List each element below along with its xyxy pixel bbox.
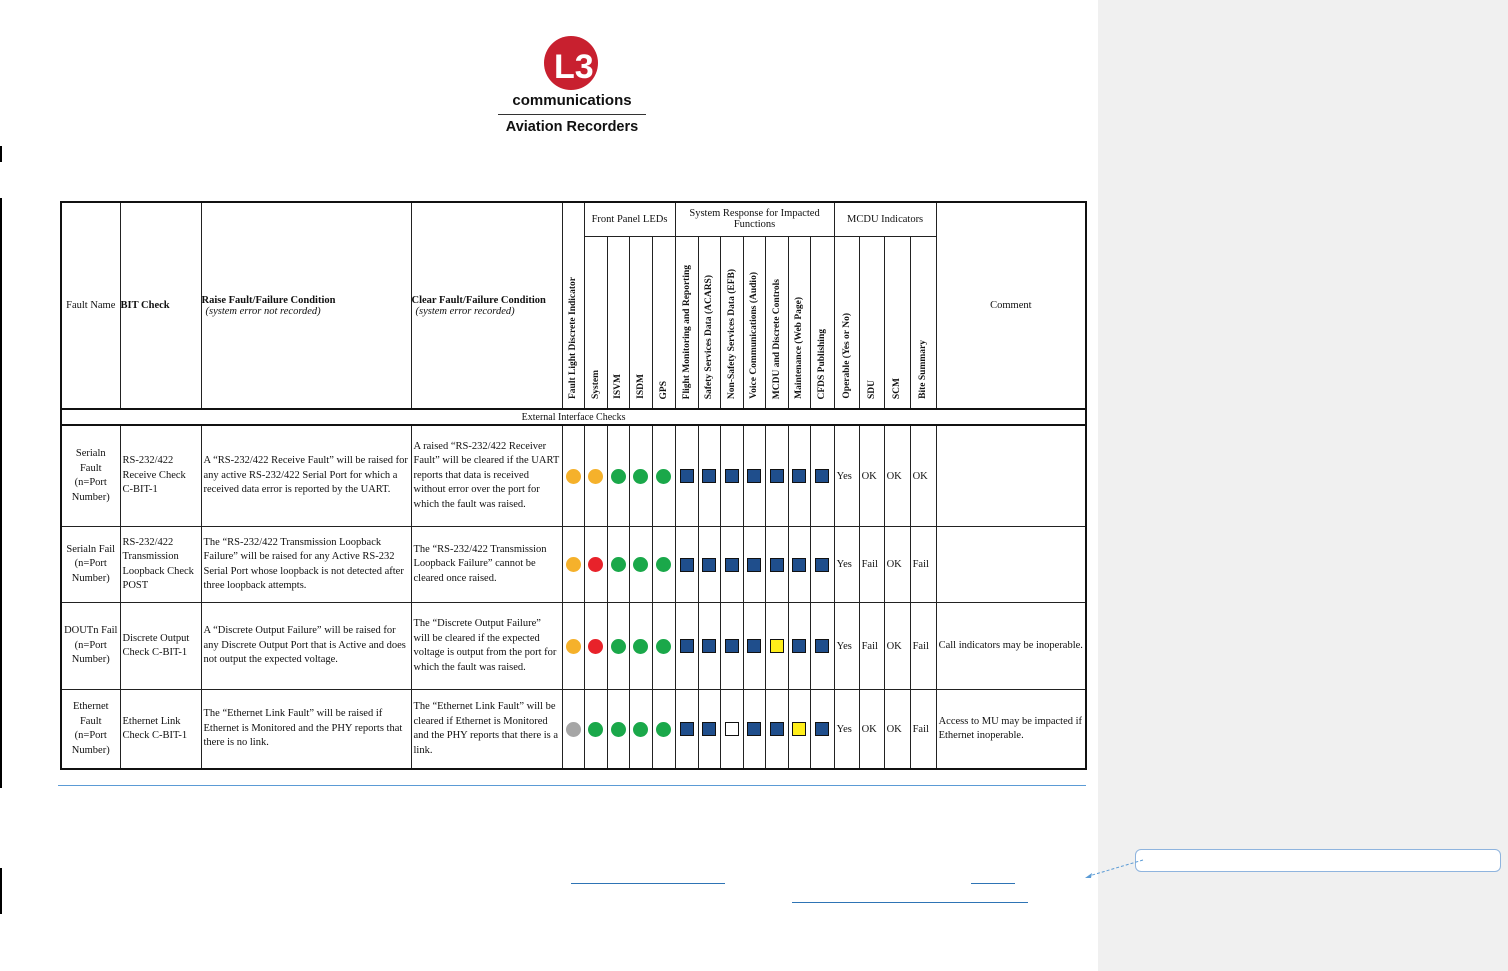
response-indicator <box>815 722 829 736</box>
header-response-cfds: CFDS Publishing <box>810 236 834 409</box>
led-gps-indicator <box>656 639 671 654</box>
header-mcdu-scm: SCM <box>884 236 910 409</box>
mcdu-scm-cell: OK <box>884 603 910 690</box>
clear-condition-cell: The “Ethernet Link Fault” will be cleared if Ethernet is Monitored and the PHY reports that there is a link. <box>411 690 562 770</box>
fault-light-cell <box>562 603 584 690</box>
header-front-panel-leds: Front Panel LEDs <box>584 202 675 236</box>
led-cell <box>584 690 607 770</box>
response-cell <box>698 690 720 770</box>
header-fault-light: Fault Light Discrete Indicator <box>562 202 584 409</box>
mcdu-scm-cell: OK <box>884 527 910 603</box>
response-indicator <box>747 722 761 736</box>
response-cell <box>788 690 810 770</box>
header-response-flight-monitoring: Flight Monitoring and Reporting <box>675 236 698 409</box>
response-indicator <box>770 639 784 653</box>
response-indicator <box>815 558 829 572</box>
fault-light-cell <box>562 690 584 770</box>
response-indicator <box>725 639 739 653</box>
response-cell <box>720 425 743 527</box>
led-isdm-indicator <box>633 722 648 737</box>
led-cell <box>652 527 675 603</box>
led-gps-indicator <box>656 469 671 484</box>
led-cell <box>584 527 607 603</box>
response-cell <box>788 527 810 603</box>
header-response-voice: Voice Communications (Audio) <box>743 236 765 409</box>
change-bar <box>0 868 2 914</box>
led-cell <box>584 425 607 527</box>
header-comment: Comment <box>936 202 1086 409</box>
response-cell <box>765 690 788 770</box>
company-logo <box>492 34 652 140</box>
led-cell <box>652 603 675 690</box>
response-indicator <box>792 469 806 483</box>
raise-condition-cell: A “RS-232/422 Receive Fault” will be raised for any active RS-232/422 Serial Port for which a received data error is reported by the UART. <box>201 425 411 527</box>
response-indicator <box>747 469 761 483</box>
response-cell <box>765 425 788 527</box>
bit-check-cell: Ethernet Link Check C-BIT-1 <box>120 690 201 770</box>
response-cell <box>698 603 720 690</box>
fault-light-cell <box>562 425 584 527</box>
comment-cell: Access to MU may be impacted if Ethernet inoperable. <box>936 690 1086 770</box>
mcdu-scm-cell: OK <box>884 690 910 770</box>
comment-margin-panel <box>1098 0 1508 971</box>
response-cell <box>765 603 788 690</box>
comment-balloon[interactable] <box>1135 849 1501 872</box>
response-indicator <box>680 722 694 736</box>
response-indicator <box>815 469 829 483</box>
response-indicator <box>702 722 716 736</box>
table-row <box>61 690 1086 770</box>
mcdu-operable-cell: Yes <box>834 690 859 770</box>
led-system-indicator <box>588 722 603 737</box>
response-indicator <box>792 722 806 736</box>
header-led-isdm: ISDM <box>629 236 652 409</box>
table-row <box>61 603 1086 690</box>
led-cell <box>607 690 629 770</box>
comment-leader-line <box>1085 858 1145 880</box>
response-cell <box>788 603 810 690</box>
logo-line-communications: communications <box>512 92 632 109</box>
response-indicator <box>792 558 806 572</box>
comment-cell <box>936 527 1086 603</box>
svg-text:L3: L3 <box>554 48 594 86</box>
response-cell <box>810 603 834 690</box>
mcdu-operable-cell: Yes <box>834 527 859 603</box>
header-bit-check: BIT Check <box>120 202 201 409</box>
fault-name-cell: Serialn Fail (n=Port Number) <box>61 527 120 603</box>
response-cell <box>810 425 834 527</box>
l3-logo-mark <box>492 34 652 94</box>
mcdu-bite-summary-cell: OK <box>910 425 936 527</box>
response-indicator <box>702 558 716 572</box>
response-cell <box>765 527 788 603</box>
response-indicator <box>680 639 694 653</box>
logo-divider <box>498 114 646 115</box>
led-isvm-indicator <box>611 469 626 484</box>
header-clear-condition: Clear Fault/Failure Condition (system error recorded) <box>411 202 562 409</box>
led-cell <box>584 603 607 690</box>
response-cell <box>810 527 834 603</box>
mcdu-operable-cell: Yes <box>834 603 859 690</box>
change-bar <box>0 198 2 788</box>
raise-condition-cell: The “RS-232/422 Transmission Loopback Failure” will be raised for any Active RS-232 Serial Port whose loopback is not detected after three loopback attempts. <box>201 527 411 603</box>
response-cell <box>810 690 834 770</box>
led-isdm-indicator <box>633 557 648 572</box>
led-isdm-indicator <box>633 469 648 484</box>
header-response-mcdu-discrete: MCDU and Discrete Controls <box>765 236 788 409</box>
header-mcdu-operable: Operable (Yes or No) <box>834 236 859 409</box>
fault-name-cell: Serialn Fault (n=Port Number) <box>61 425 120 527</box>
response-indicator <box>792 639 806 653</box>
response-cell <box>698 425 720 527</box>
header-response-maintenance: Maintenance (Web Page) <box>788 236 810 409</box>
raise-condition-cell: The “Ethernet Link Fault” will be raised if Ethernet is Monitored and the PHY reports that there is no link. <box>201 690 411 770</box>
response-indicator <box>725 558 739 572</box>
fault-name-cell: DOUTn Fail (n=Port Number) <box>61 603 120 690</box>
mcdu-sdu-cell: Fail <box>859 527 884 603</box>
header-mcdu-sdu: SDU <box>859 236 884 409</box>
bit-check-cell: Discrete Output Check C-BIT-1 <box>120 603 201 690</box>
led-system-indicator <box>588 557 603 572</box>
response-cell <box>675 425 698 527</box>
clear-condition-cell: The “Discrete Output Failure” will be cleared if the expected voltage is output from the port for which the fault was raised. <box>411 603 562 690</box>
mcdu-bite-summary-cell: Fail <box>910 603 936 690</box>
led-cell <box>629 527 652 603</box>
response-cell <box>720 603 743 690</box>
table-row <box>61 527 1086 603</box>
mcdu-sdu-cell: Fail <box>859 603 884 690</box>
change-bar <box>0 146 2 162</box>
raise-condition-cell: A “Discrete Output Failure” will be raised for any Discrete Output Port that is Active and does not output the expected voltage. <box>201 603 411 690</box>
led-cell <box>629 425 652 527</box>
logo-line-aviation-recorders: Aviation Recorders <box>505 119 639 135</box>
header-mcdu-indicators: MCDU Indicators <box>834 202 936 236</box>
comment-cell: Call indicators may be inoperable. <box>936 603 1086 690</box>
response-cell <box>720 527 743 603</box>
table-row <box>61 425 1086 527</box>
fault-light-indicator <box>566 722 581 737</box>
header-led-isvm: ISVM <box>607 236 629 409</box>
fault-light-cell <box>562 527 584 603</box>
mcdu-bite-summary-cell: Fail <box>910 527 936 603</box>
mcdu-scm-cell: OK <box>884 425 910 527</box>
led-cell <box>607 425 629 527</box>
response-cell <box>720 690 743 770</box>
response-indicator <box>747 558 761 572</box>
led-cell <box>629 603 652 690</box>
header-response-non-safety-services: Non-Safety Services Data (EFB) <box>720 236 743 409</box>
led-cell <box>629 690 652 770</box>
mcdu-sdu-cell: OK <box>859 690 884 770</box>
header-system-response: System Response for Impacted Functions <box>675 202 834 236</box>
response-cell <box>743 425 765 527</box>
response-indicator <box>770 558 784 572</box>
led-cell <box>652 425 675 527</box>
response-indicator <box>680 558 694 572</box>
response-indicator <box>702 639 716 653</box>
response-cell <box>675 527 698 603</box>
led-isvm-indicator <box>611 722 626 737</box>
led-system-indicator <box>588 639 603 654</box>
response-indicator <box>702 469 716 483</box>
fault-light-indicator <box>566 639 581 654</box>
fault-name-cell: Ethernet Fault (n=Port Number) <box>61 690 120 770</box>
response-cell <box>743 690 765 770</box>
fault-table <box>60 201 1087 770</box>
header-mcdu-bite-summary: Bite Summary <box>910 236 936 409</box>
led-system-indicator <box>588 469 603 484</box>
clear-condition-cell: The “RS-232/422 Transmission Loopback Failure” cannot be cleared once raised. <box>411 527 562 603</box>
section-external-interface-checks: External Interface Checks <box>61 409 1086 425</box>
header-raise-condition: Raise Fault/Failure Condition (system error not recorded) <box>201 202 411 409</box>
led-cell <box>607 527 629 603</box>
clear-condition-cell: A raised “RS-232/422 Receiver Fault” will be cleared if the UART reports that data is received without error over the port for which the fault was raised. <box>411 425 562 527</box>
response-indicator <box>815 639 829 653</box>
hyperlink-underline[interactable] <box>571 883 725 884</box>
fault-light-indicator <box>566 557 581 572</box>
response-cell <box>698 527 720 603</box>
led-cell <box>607 603 629 690</box>
led-cell <box>652 690 675 770</box>
response-indicator <box>747 639 761 653</box>
response-indicator <box>725 469 739 483</box>
response-indicator <box>770 469 784 483</box>
led-isvm-indicator <box>611 639 626 654</box>
response-cell <box>675 690 698 770</box>
response-indicator <box>725 722 739 736</box>
response-indicator <box>770 722 784 736</box>
comment-cell <box>936 425 1086 527</box>
mcdu-bite-summary-cell: Fail <box>910 690 936 770</box>
bit-check-cell: RS-232/422 Receive Check C-BIT-1 <box>120 425 201 527</box>
hyperlink-underline[interactable] <box>792 902 1028 903</box>
table-bottom-rule <box>58 785 1086 786</box>
header-led-system: System <box>584 236 607 409</box>
mcdu-sdu-cell: OK <box>859 425 884 527</box>
fault-light-indicator <box>566 469 581 484</box>
led-isvm-indicator <box>611 557 626 572</box>
led-isdm-indicator <box>633 639 648 654</box>
response-cell <box>743 527 765 603</box>
hyperlink-underline[interactable] <box>971 883 1015 884</box>
response-cell <box>743 603 765 690</box>
header-fault-name: Fault Name <box>61 202 120 409</box>
led-gps-indicator <box>656 722 671 737</box>
bit-check-cell: RS-232/422 Transmission Loopback Check POST <box>120 527 201 603</box>
header-led-gps: GPS <box>652 236 675 409</box>
led-gps-indicator <box>656 557 671 572</box>
mcdu-operable-cell: Yes <box>834 425 859 527</box>
response-cell <box>788 425 810 527</box>
response-indicator <box>680 469 694 483</box>
header-response-safety-services: Safety Services Data (ACARS) <box>698 236 720 409</box>
response-cell <box>675 603 698 690</box>
